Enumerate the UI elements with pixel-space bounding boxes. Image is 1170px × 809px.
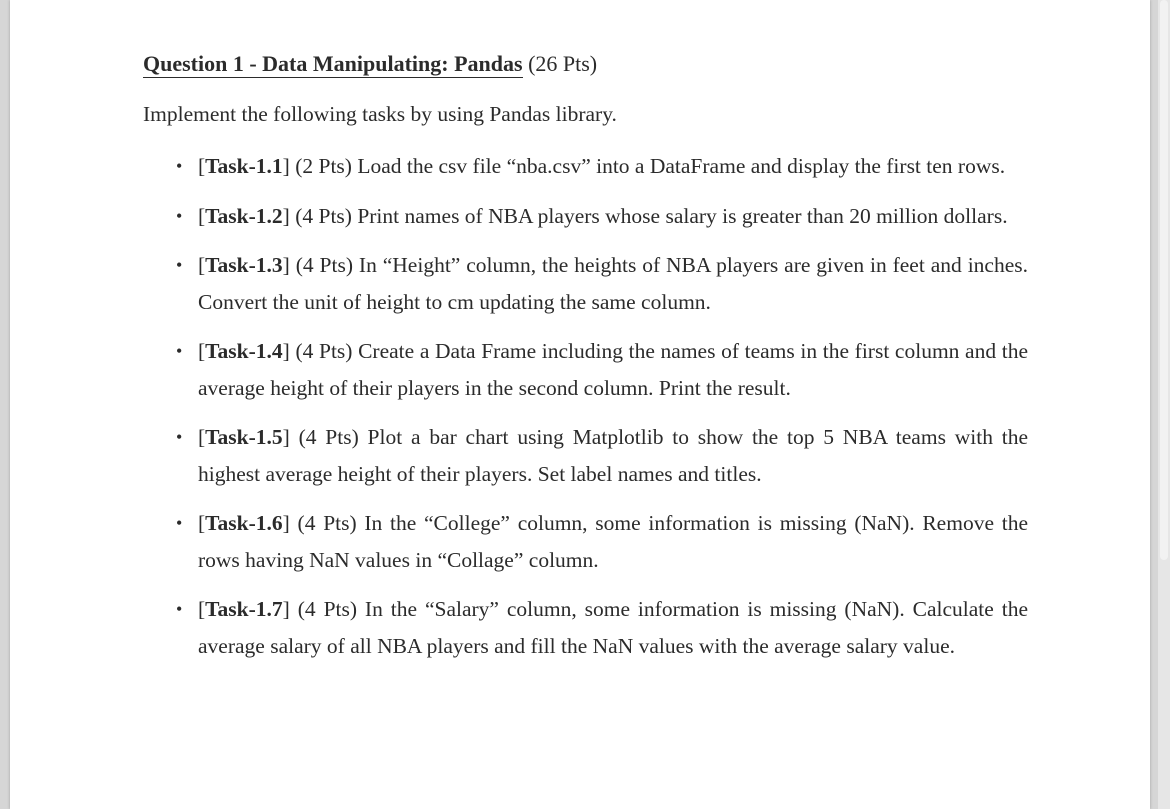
bullet-icon: • [176, 427, 183, 447]
task-id: Task-1.5 [205, 425, 283, 449]
task-text: (2 Pts) Load the csv file “nba.csv” into a DataFrame and display the first ten rows. [289, 154, 1006, 178]
task-text: (4 Pts) In the “Salary” column, some information is missing (NaN). Calculate the average salary of all NBA players and fill the NaN values with the average salary value. [198, 597, 1028, 658]
task-text: (4 Pts) Create a Data Frame including the names of teams in the first column and the average height of their players in the second column. Print the result. [198, 339, 1028, 400]
question-heading [143, 48, 1028, 80]
bullet-icon: • [176, 205, 183, 226]
document-content [143, 48, 1028, 677]
task-list [143, 148, 1028, 664]
task-id-bracket-open: [ [198, 511, 206, 535]
task-id-bracket-open: [ [198, 339, 206, 363]
task-id: Task-1.6 [205, 511, 283, 535]
task-item [143, 148, 1028, 185]
task-text: (4 Pts) Print names of NBA players whose salary is greater than 20 million dollars. [289, 203, 1008, 228]
task-id-bracket-close: ] [282, 511, 290, 535]
bullet-icon: • [176, 341, 183, 361]
task-id-bracket-open: [ [198, 154, 206, 178]
task-id-bracket-open: [ [198, 253, 206, 277]
task-id: Task-1.7 [205, 597, 283, 621]
task-item [143, 591, 1028, 664]
task-item [143, 247, 1028, 320]
task-id-bracket-close: ] [282, 597, 290, 621]
bullet-icon: • [176, 513, 183, 533]
task-text: (4 Pts) Plot a bar chart using Matplotlib to show the top 5 NBA teams with the highest average height of their players. Set label names and titles. [198, 425, 1028, 486]
task-id-bracket-close: ] [282, 154, 290, 178]
vertical-scrollbar[interactable] [1158, 0, 1170, 809]
task-item [143, 333, 1028, 406]
bullet-icon: • [176, 255, 183, 275]
task-id: Task-1.4 [205, 339, 283, 363]
task-text: (4 Pts) In “Height” column, the heights of NBA players are given in feet and inches. Convert the unit of height to cm updating the same column. [198, 253, 1028, 314]
task-id-bracket-open: [ [198, 425, 206, 449]
scrollbar-thumb[interactable] [1160, 0, 1168, 560]
task-id-bracket-close: ] [282, 425, 290, 449]
intro-text: Implement the following tasks by using Pandas library. [143, 102, 617, 126]
task-id-bracket-open: [ [198, 203, 206, 228]
task-id: Task-1.2 [205, 203, 283, 228]
bullet-icon: • [176, 156, 183, 176]
question-title: Question 1 - Data Manipulating: Pandas [143, 51, 523, 76]
task-text: (4 Pts) In the “College” column, some information is missing (NaN). Remove the rows having NaN values in “Collage” column. [198, 511, 1028, 572]
question-points: (26 Pts) [528, 51, 598, 76]
bullet-icon: • [176, 599, 183, 619]
document-page [10, 0, 1150, 809]
task-id-bracket-close: ] [282, 203, 290, 228]
task-id-bracket-close: ] [282, 253, 290, 277]
task-id-bracket-open: [ [198, 597, 206, 621]
task-id-bracket-close: ] [282, 339, 290, 363]
task-item [143, 198, 1028, 235]
task-id: Task-1.3 [205, 253, 283, 277]
task-item [143, 505, 1028, 578]
task-item [143, 419, 1028, 492]
task-id: Task-1.1 [205, 154, 283, 178]
